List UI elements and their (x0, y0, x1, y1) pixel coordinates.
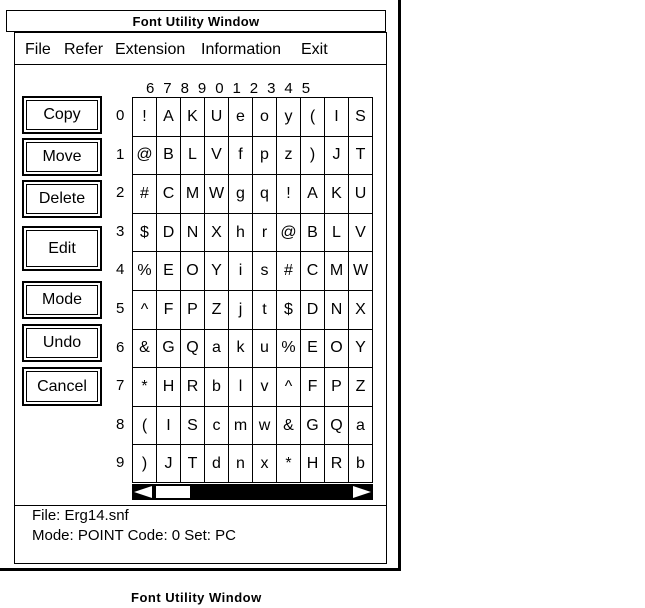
glyph-cell[interactable]: @ (277, 214, 301, 253)
glyph-cell[interactable]: O (325, 330, 349, 369)
delete-button[interactable]: Delete (22, 180, 102, 218)
glyph-cell[interactable]: R (325, 445, 349, 482)
glyph-cell[interactable]: C (157, 175, 181, 214)
glyph-cell[interactable]: g (229, 175, 253, 214)
column-number: 9 (197, 80, 207, 97)
row-number: 2 (116, 184, 125, 202)
scroll-right-arrow-icon[interactable] (353, 486, 371, 498)
glyph-cell[interactable]: E (157, 252, 181, 291)
glyph-cell[interactable]: U (205, 98, 229, 137)
row-number: 0 (116, 107, 125, 124)
glyph-cell[interactable]: D (301, 291, 325, 330)
glyph-cell[interactable]: O (181, 252, 205, 291)
glyph-cell[interactable]: C (301, 252, 325, 291)
move-button[interactable]: Move (22, 138, 102, 176)
glyph-cell[interactable]: S (349, 98, 372, 137)
menu-refer[interactable]: Refer (64, 41, 104, 58)
glyph-cell[interactable]: ^ (277, 368, 301, 407)
glyph-cell[interactable]: v (253, 368, 277, 407)
glyph-cell[interactable]: U (349, 175, 372, 214)
glyph-cell[interactable]: K (181, 98, 205, 137)
glyph-cell[interactable]: D (157, 214, 181, 253)
menu-information[interactable]: Information (201, 41, 282, 58)
glyph-cell[interactable]: h (229, 214, 253, 253)
glyph-cell[interactable]: f (229, 137, 253, 176)
status-divider (15, 505, 386, 506)
figure-caption: Font Utility Window (131, 590, 262, 605)
glyph-cell[interactable]: & (277, 407, 301, 446)
glyph-cell[interactable]: R (181, 368, 205, 407)
glyph-cell[interactable]: s (253, 252, 277, 291)
title-bar[interactable] (6, 10, 386, 32)
glyph-cell[interactable]: N (181, 214, 205, 253)
column-number: 5 (301, 80, 311, 97)
glyph-cell[interactable]: y (277, 98, 301, 137)
column-number: 6 (146, 80, 155, 97)
glyph-cell[interactable]: a (349, 407, 372, 446)
menubar (15, 33, 386, 65)
glyph-cell[interactable]: p (253, 137, 277, 176)
row-number: 4 (116, 261, 125, 279)
glyph-cell[interactable]: j (229, 291, 253, 330)
column-number: 3 (267, 80, 276, 97)
glyph-cell[interactable]: w (253, 407, 277, 446)
column-number: 7 (163, 80, 172, 97)
status-mode: Mode: POINT Code: 0 Set: PC (32, 527, 236, 544)
glyph-cell[interactable]: q (253, 175, 277, 214)
glyph-cell[interactable]: n (229, 445, 253, 482)
scroll-left-arrow-icon[interactable] (134, 486, 152, 498)
glyph-cell[interactable]: ( (301, 98, 325, 137)
horizontal-scrollbar[interactable] (132, 484, 373, 500)
glyph-cell[interactable]: m (229, 407, 253, 446)
client-area (14, 32, 387, 564)
glyph-cell[interactable]: Q (325, 407, 349, 446)
menu-file[interactable]: File (25, 41, 51, 58)
glyph-cell[interactable]: % (133, 252, 157, 291)
glyph-cell[interactable]: b (205, 368, 229, 407)
glyph-cell[interactable]: ) (301, 137, 325, 176)
glyph-cell[interactable]: & (133, 330, 157, 369)
copy-button[interactable]: Copy (22, 96, 102, 134)
glyph-cell[interactable]: Z (349, 368, 372, 407)
glyph-cell[interactable]: r (253, 214, 277, 253)
glyph-cell[interactable]: d (205, 445, 229, 482)
glyph-cell[interactable]: ! (277, 175, 301, 214)
glyph-cell[interactable]: a (205, 330, 229, 369)
glyph-cell[interactable]: ! (133, 98, 157, 137)
status-file: File: Erg14.snf (32, 507, 129, 524)
row-number: 3 (116, 222, 125, 240)
column-number: 4 (284, 80, 293, 97)
glyph-cell[interactable]: E (301, 330, 325, 369)
glyph-cell[interactable]: L (181, 137, 205, 176)
glyph-cell[interactable]: Y (205, 252, 229, 291)
glyph-cell[interactable]: T (349, 137, 372, 176)
edit-button[interactable]: Edit (22, 226, 102, 271)
glyph-cell[interactable]: V (205, 137, 229, 176)
glyph-cell[interactable]: * (277, 445, 301, 482)
scroll-thumb[interactable] (156, 486, 190, 498)
glyph-cell[interactable]: i (229, 252, 253, 291)
glyph-cell[interactable]: z (277, 137, 301, 176)
glyph-cell[interactable]: W (205, 175, 229, 214)
glyph-cell[interactable]: % (277, 330, 301, 369)
glyph-cell[interactable]: A (157, 98, 181, 137)
glyph-cell[interactable]: X (349, 291, 372, 330)
glyph-cell[interactable]: J (325, 137, 349, 176)
glyph-cell[interactable]: K (325, 175, 349, 214)
glyph-cell[interactable]: B (301, 214, 325, 253)
row-number: 9 (116, 454, 125, 472)
glyph-cell[interactable]: k (229, 330, 253, 369)
glyph-cell[interactable]: S (181, 407, 205, 446)
character-grid (132, 97, 373, 483)
glyph-cell[interactable]: ^ (133, 291, 157, 330)
glyph-cell[interactable]: M (181, 175, 205, 214)
glyph-cell[interactable]: @ (133, 137, 157, 176)
glyph-cell[interactable]: # (277, 252, 301, 291)
column-header (146, 80, 386, 96)
glyph-cell[interactable]: $ (133, 214, 157, 253)
column-number: 1 (232, 80, 241, 97)
glyph-cell[interactable]: M (325, 252, 349, 291)
glyph-cell[interactable]: t (253, 291, 277, 330)
glyph-cell[interactable]: o (253, 98, 277, 137)
glyph-cell[interactable]: P (325, 368, 349, 407)
glyph-cell[interactable]: l (229, 368, 253, 407)
glyph-cell[interactable]: T (181, 445, 205, 482)
glyph-cell[interactable]: F (157, 291, 181, 330)
row-number: 7 (116, 377, 125, 395)
glyph-cell[interactable]: V (349, 214, 372, 253)
glyph-cell[interactable]: # (133, 175, 157, 214)
glyph-cell[interactable]: ( (133, 407, 157, 446)
glyph-cell[interactable]: F (301, 368, 325, 407)
column-number: 0 (215, 80, 224, 97)
menu-extension[interactable]: Extension (115, 41, 186, 58)
glyph-cell[interactable]: H (157, 368, 181, 407)
glyph-cell[interactable]: Z (205, 291, 229, 330)
undo-button[interactable]: Undo (22, 324, 102, 362)
row-number: 5 (116, 300, 125, 317)
glyph-cell[interactable]: e (229, 98, 253, 137)
column-number: 8 (180, 80, 189, 97)
glyph-cell[interactable]: B (157, 137, 181, 176)
glyph-cell[interactable]: A (301, 175, 325, 214)
window-title: Font Utility Window (132, 14, 260, 29)
glyph-cell[interactable]: G (301, 407, 325, 446)
cancel-button[interactable]: Cancel (22, 367, 102, 406)
glyph-cell[interactable]: Q (181, 330, 205, 369)
glyph-cell[interactable]: H (301, 445, 325, 482)
row-number: 6 (116, 338, 125, 356)
glyph-cell[interactable]: X (205, 214, 229, 253)
glyph-cell[interactable]: b (356, 454, 365, 472)
row-number: 1 (116, 145, 125, 163)
glyph-cell[interactable]: J (157, 445, 181, 482)
glyph-cell[interactable]: W (349, 252, 372, 291)
mode-button[interactable]: Mode (22, 281, 102, 319)
glyph-cell[interactable]: * (133, 368, 157, 407)
glyph-cell[interactable]: L (325, 214, 349, 253)
glyph-cell[interactable]: x (253, 445, 277, 482)
glyph-cell[interactable]: u (253, 330, 277, 369)
row-number: 8 (116, 415, 125, 433)
glyph-cell[interactable]: N (325, 291, 349, 330)
glyph-cell[interactable]: I (157, 407, 181, 446)
glyph-cell[interactable]: ) (133, 445, 157, 482)
menu-exit[interactable]: Exit (301, 41, 328, 58)
glyph-cell[interactable]: $ (277, 291, 301, 330)
glyph-cell[interactable]: G (157, 330, 181, 369)
glyph-cell[interactable]: c (205, 407, 229, 446)
column-number: 2 (249, 80, 259, 97)
glyph-cell[interactable]: Y (349, 330, 372, 369)
glyph-cell[interactable]: I (325, 98, 349, 137)
glyph-cell[interactable]: P (181, 291, 205, 330)
